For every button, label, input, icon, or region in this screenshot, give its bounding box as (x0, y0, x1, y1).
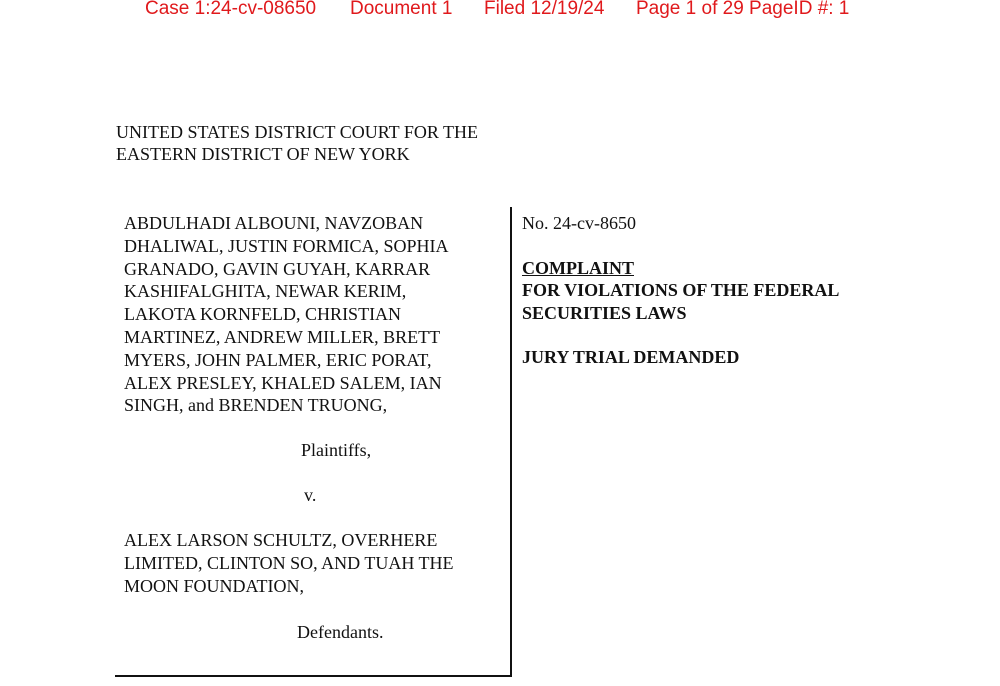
plaintiff-line: ALEX PRESLEY, KHALED SALEM, IAN (124, 372, 442, 393)
defendant-line: MOON FOUNDATION, (124, 575, 304, 596)
document-number-header: Document 1 (350, 0, 453, 19)
caption-vertical-divider (510, 207, 512, 677)
court-name-line: UNITED STATES DISTRICT COURT FOR THE (116, 122, 479, 142)
plaintiff-line: SINGH, and BRENDEN TRUONG, (124, 395, 388, 416)
defendant-line: LIMITED, CLINTON SO, AND TUAH THE (124, 552, 454, 573)
plaintiff-line: GRANADO, GAVIN GUYAH, KARRAR (124, 258, 431, 279)
plaintiff-line: MARTINEZ, ANDREW MILLER, BRETT (124, 326, 441, 347)
plaintiff-line: ABDULHADI ALBOUNI, NAVZOBAN (124, 213, 424, 233)
case-info-column (522, 212, 839, 369)
plaintiffs-label: Plaintiffs, (301, 440, 372, 460)
case-number-header: Case 1:24-cv-08650 (145, 0, 317, 19)
versus-label: v. (304, 485, 317, 505)
filed-date-header: Filed 12/19/24 (484, 0, 605, 19)
plaintiff-line: KASHIFALGHITA, NEWAR KERIM, (124, 281, 407, 302)
defendants-block (124, 529, 504, 597)
case-number: No. 24-cv-8650 (522, 213, 636, 233)
plaintiff-line: LAKOTA KORNFELD, CHRISTIAN (124, 304, 402, 325)
caption-bottom-divider (115, 675, 511, 677)
defendants-label: Defendants. (297, 622, 384, 642)
defendant-line: ALEX LARSON SCHULTZ, OVERHERE (124, 530, 438, 550)
court-district-line: EASTERN DISTRICT OF NEW YORK (116, 144, 410, 164)
complaint-subtitle-line2: SECURITIES LAWS (522, 302, 687, 323)
complaint-subtitle-line1: FOR VIOLATIONS OF THE FEDERAL (522, 280, 840, 300)
plaintiffs-block (124, 212, 504, 417)
page-info-header: Page 1 of 29 PageID #: 1 (636, 0, 850, 19)
complaint-title: COMPLAINT (522, 257, 634, 278)
plaintiff-line: DHALIWAL, JUSTIN FORMICA, SOPHIA (124, 235, 449, 256)
jury-demand: JURY TRIAL DEMANDED (522, 347, 740, 367)
court-caption (116, 121, 478, 165)
plaintiff-line: MYERS, JOHN PALMER, ERIC PORAT, (124, 349, 432, 370)
